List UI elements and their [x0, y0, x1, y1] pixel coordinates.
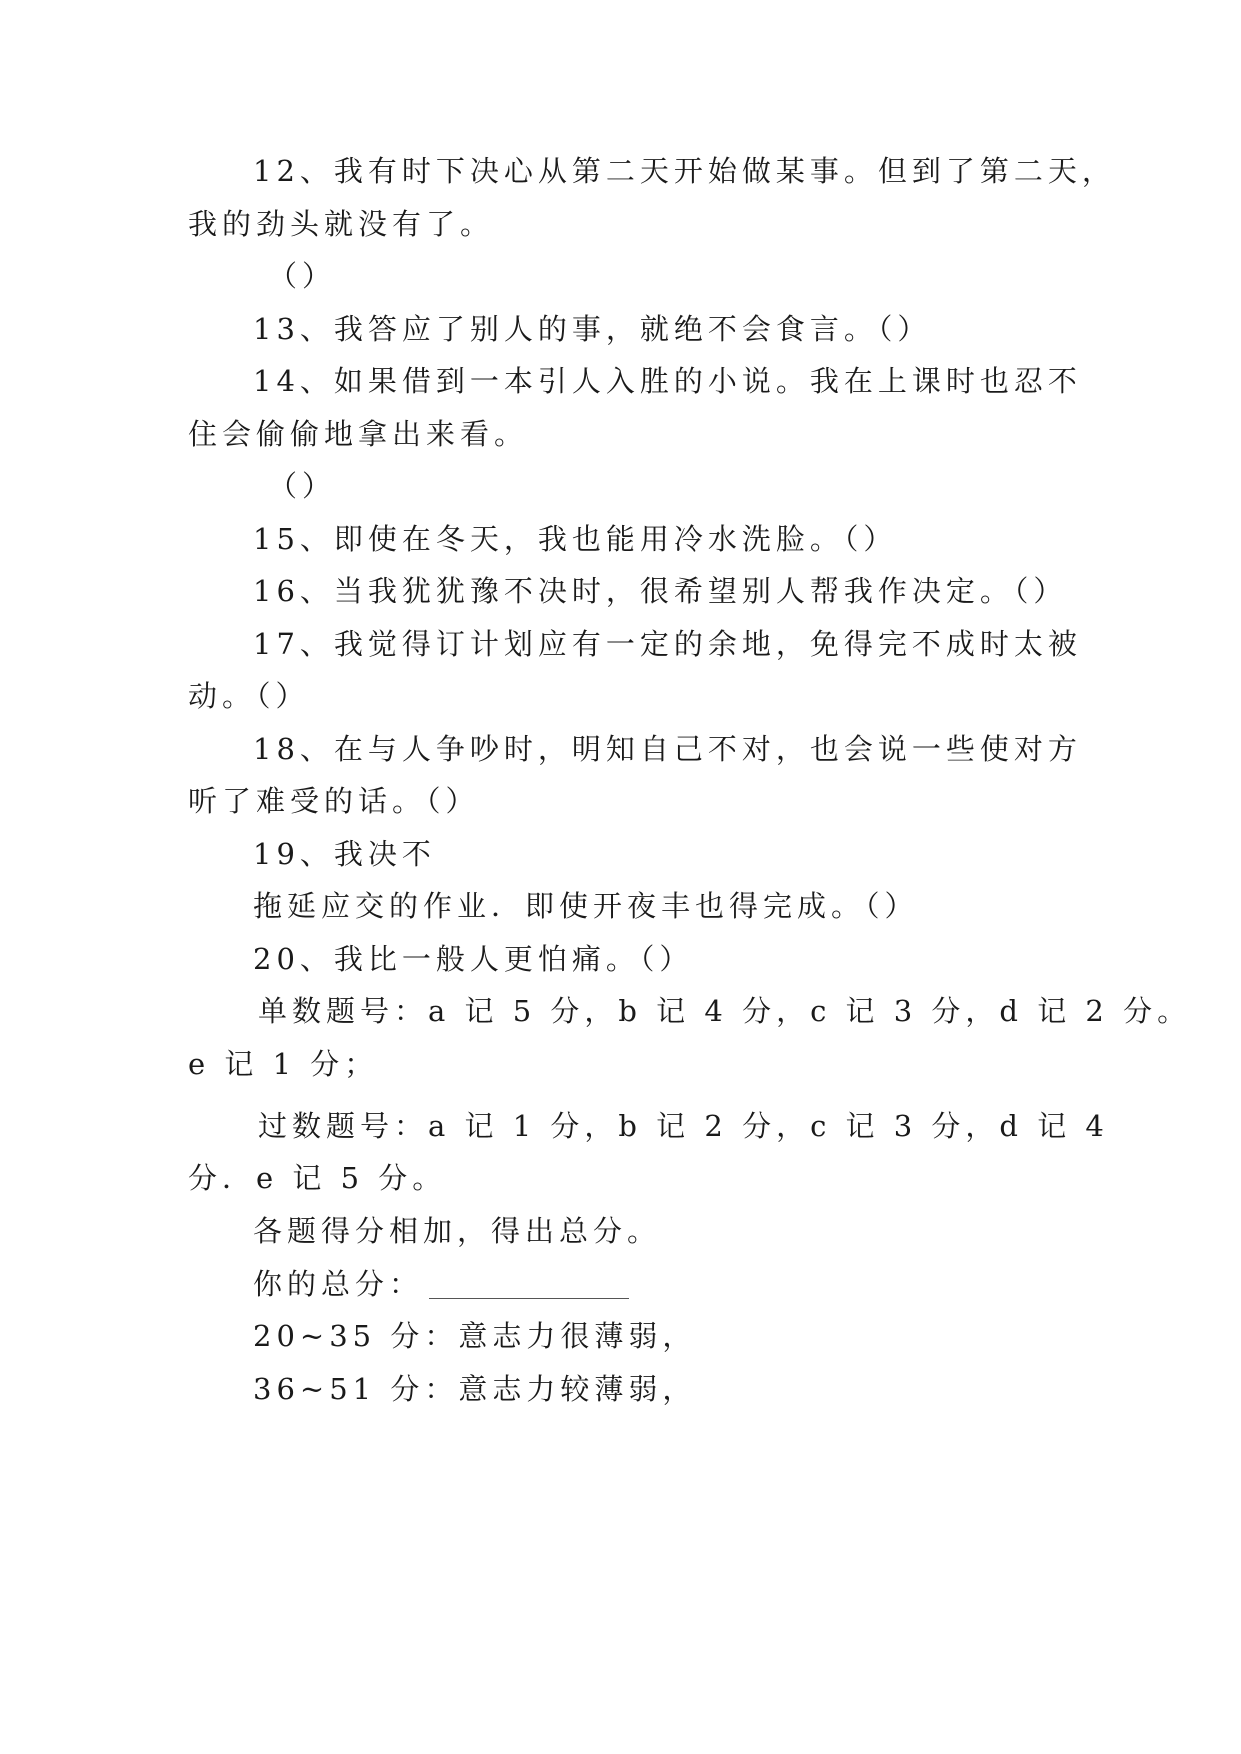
question-14-answer-blank: （）: [268, 469, 337, 503]
total-score-blank: [429, 1276, 629, 1299]
even-scoring-rule-line-2: 分．e 记 5 分。: [188, 1161, 447, 1195]
question-18-line-2: 听了难受的话。（）: [188, 784, 480, 818]
question-14-line-2: 住会偷偷地拿出来看。: [188, 417, 529, 451]
question-17-line-1: 17、我觉得订计划应有一定的余地，免得完不成时太被: [253, 627, 1082, 661]
question-14-line-1: 14、如果借到一本引人入胜的小说。我在上课时也忍不: [253, 364, 1082, 398]
question-19-line-1: 19、我决不: [253, 837, 436, 871]
question-12-line-1: 12、我有时下决心从第二天开始做某事。但到了第二天，: [253, 154, 1116, 188]
question-12-answer-blank: （）: [268, 259, 337, 293]
question-12-line-2: 我的劲头就没有了。: [188, 207, 495, 241]
question-17-line-2: 动。（）: [188, 679, 310, 713]
question-15: 15、即使在冬天，我也能用冷水洗脸。（）: [253, 522, 898, 556]
total-instruction: 各题得分相加，得出总分。: [253, 1214, 662, 1248]
question-16: 16、当我犹犹豫不决时，很希望别人帮我作决定。（）: [253, 574, 1068, 608]
result-range-1: 20~35 分：意志力很薄弱，: [253, 1319, 697, 1353]
question-20: 20、我比一般人更怕痛。（）: [253, 942, 694, 976]
odd-scoring-rule-line-2: e 记 1 分；: [188, 1047, 379, 1081]
total-score-label: 你的总分：: [253, 1267, 424, 1301]
odd-scoring-rule-line-1: 单数题号：a 记 5 分，b 记 4 分，c 记 3 分，d 记 2 分。: [258, 994, 1192, 1028]
question-13: 13、我答应了别人的事，就绝不会食言。（）: [253, 312, 932, 346]
total-score-row: [253, 1267, 629, 1301]
question-19-line-2: 拖延应交的作业．即使开夜丰也得完成。（）: [253, 889, 919, 923]
result-range-2: 36~51 分：意志力较薄弱，: [253, 1372, 697, 1406]
even-scoring-rule-line-1: 过数题号：a 记 1 分，b 记 2 分，c 记 3 分，d 记 4: [258, 1109, 1109, 1143]
question-18-line-1: 18、在与人争吵时，明知自己不对，也会说一些使对方: [253, 732, 1082, 766]
